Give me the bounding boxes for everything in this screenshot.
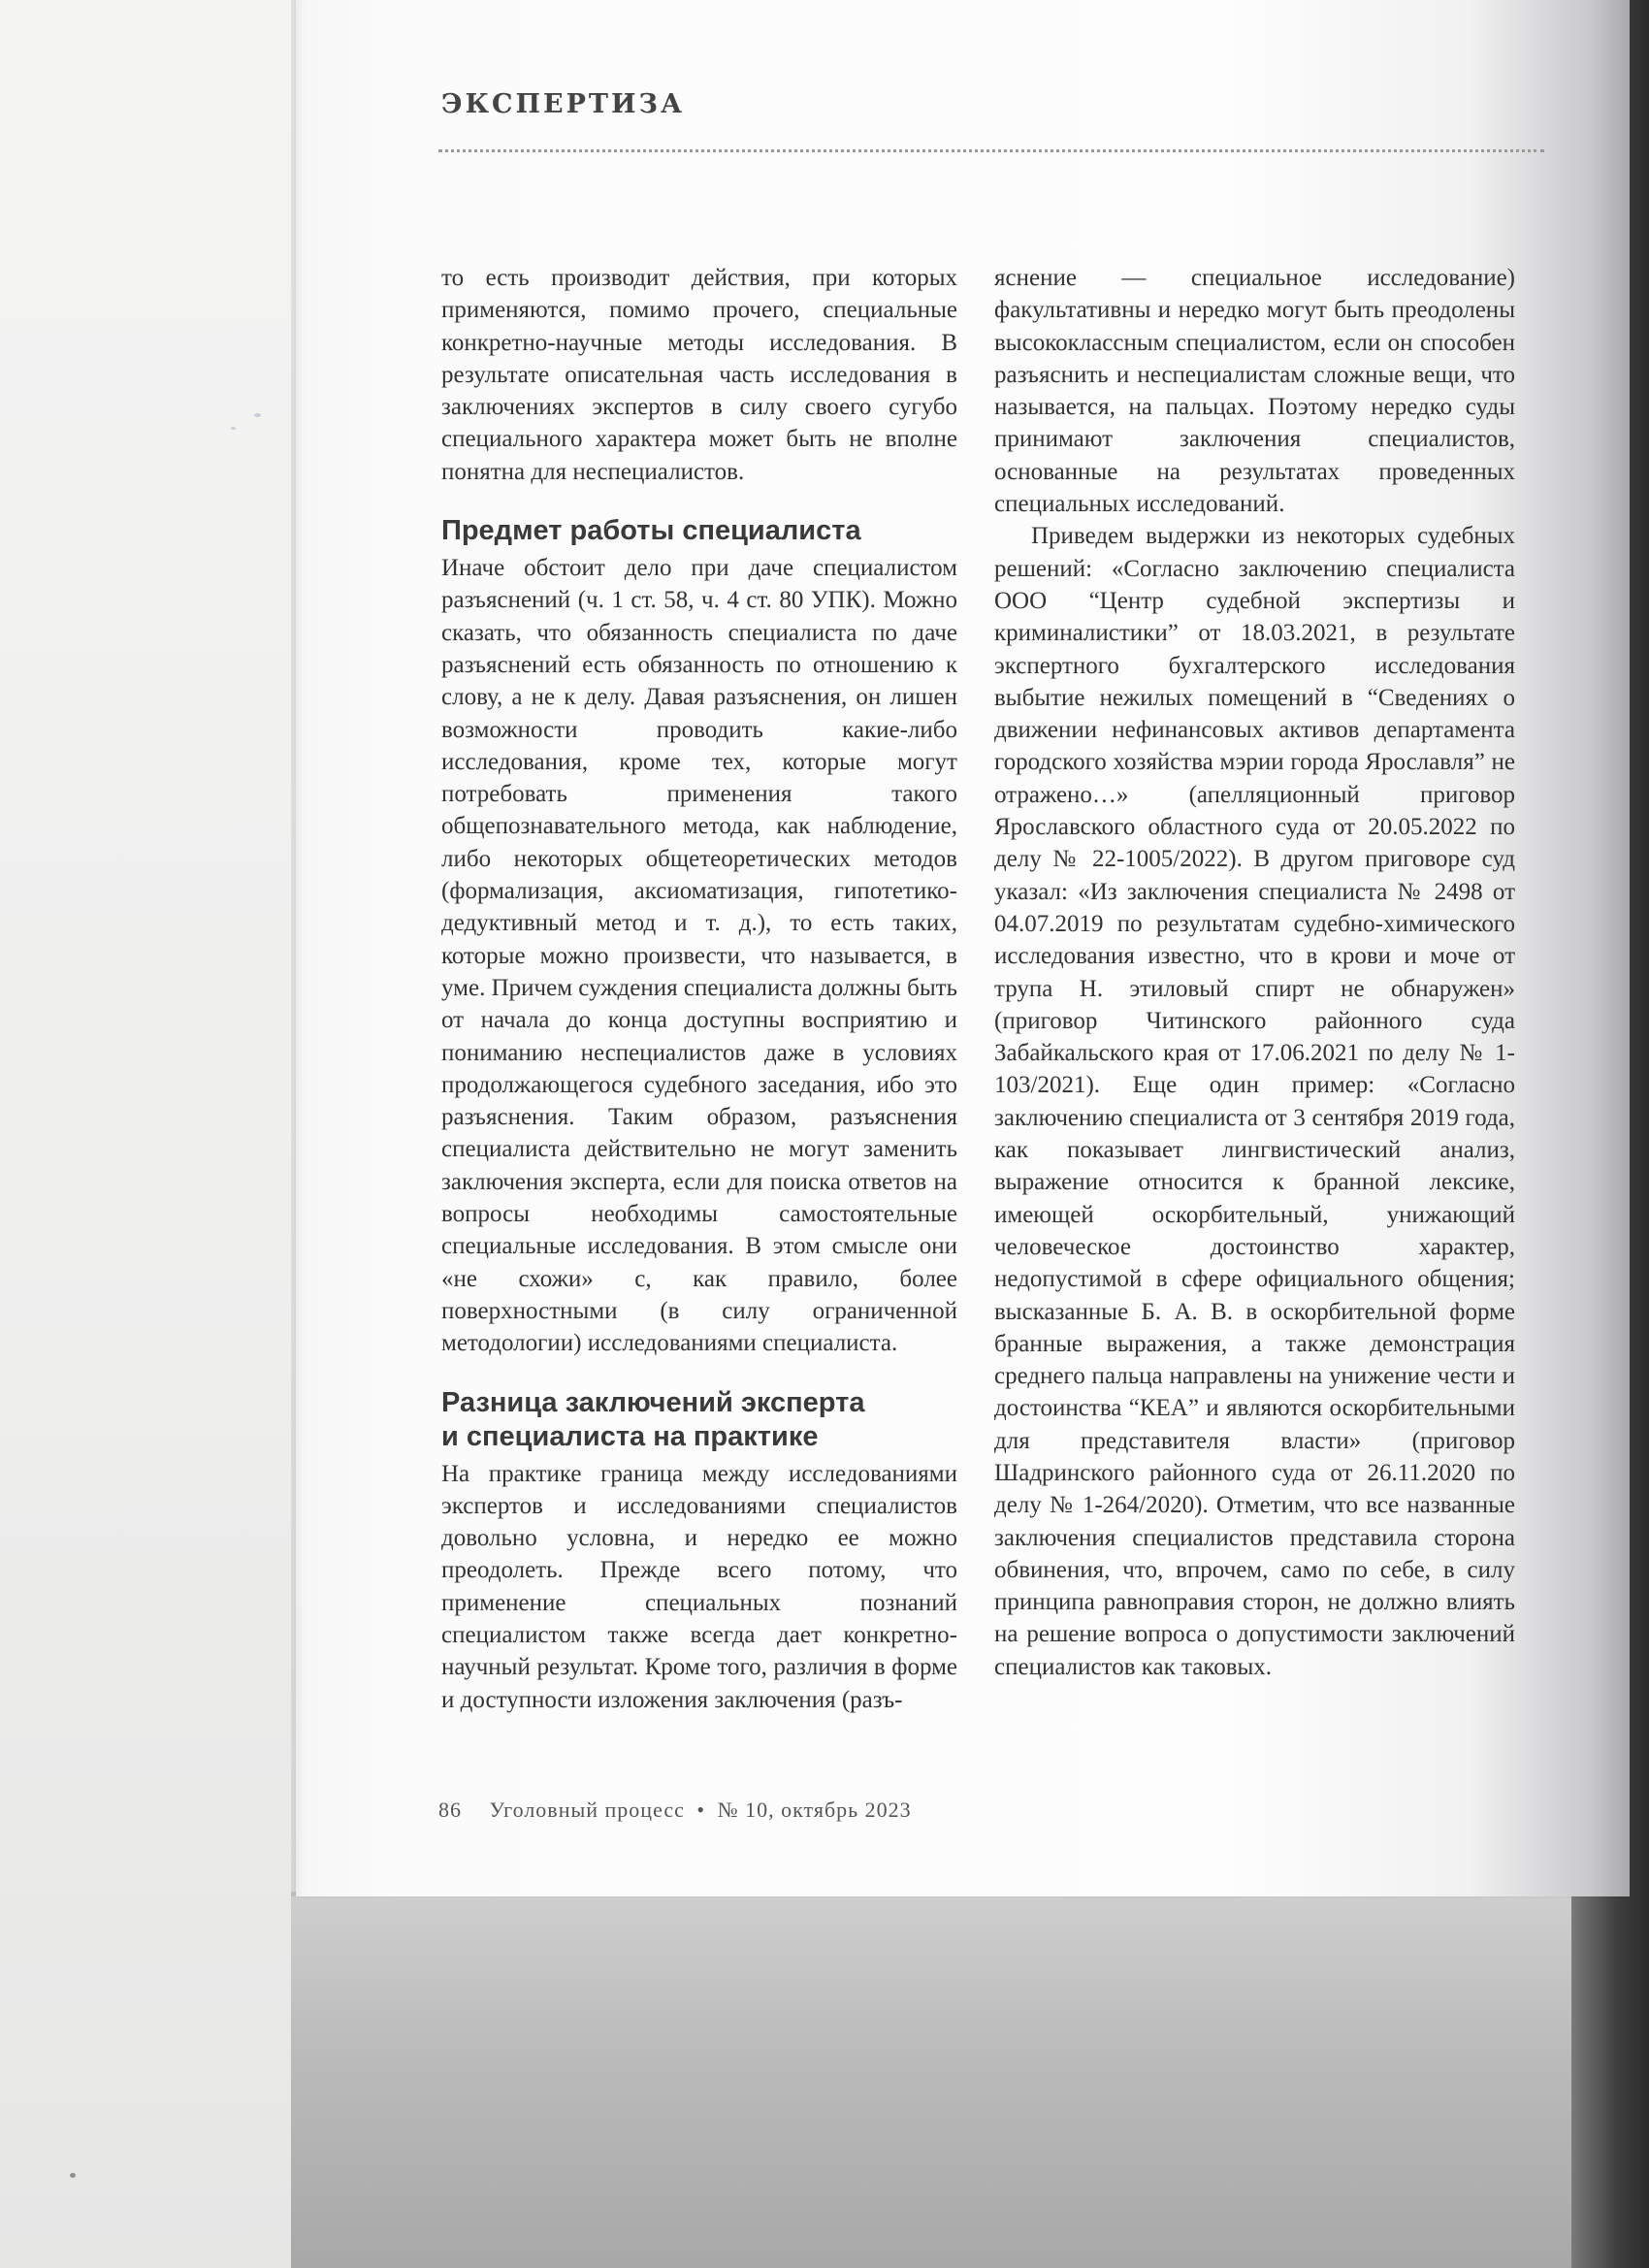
left-column xyxy=(441,262,957,1716)
right-paragraph-1: яснение — специальное исследование) факультативны и нередко могут быть преодолены высококлассным специалистом, если он способен разъяснить и неспециалистам сложные вещи, что называется, на пальцах. Поэтому нередко суды принимают заключения специалистов, основанные на результатах проведенных специальных исследований. xyxy=(994,265,1515,518)
heading-line-2: и специалиста на практике xyxy=(441,1420,819,1452)
header-dotted-rule xyxy=(438,149,1544,152)
scan-speck xyxy=(70,2173,76,2178)
page-number: 86 xyxy=(438,1798,462,1822)
left-paragraph-1: то есть производит действия, при которых применяются, помимо прочего, специальные конкретно-научные методы исследования. В результате описательная часть исследования в заключениях экспертов в силу своего сугубо специального характера может быть не вполне понятна для неспециалистов. xyxy=(441,265,957,485)
spacer xyxy=(441,488,957,514)
scanner-shadow-bottom xyxy=(291,1892,1649,2268)
spacer xyxy=(441,1360,957,1386)
right-column xyxy=(994,262,1515,1683)
heading-difference-in-conclusions xyxy=(441,1386,957,1454)
page-edge-shadow xyxy=(291,0,305,1896)
page-footer xyxy=(438,1798,912,1823)
scan-speck xyxy=(254,413,261,417)
section-title: ЭКСПЕРТИЗА xyxy=(441,89,685,119)
right-paragraph-2: Приведем выдержки из некоторых судебных решений: «Согласно заключению специалиста ООО “Центр судебной экспертизы и криминалистики” от 18.03.2021, в результате экспертного бухгалтерского исследования выбытие нежилых помещений в “Сведениях о движении нефинансовых активов департамента городского хозяйства мэрии города Ярославля” не отражено…» (апелляционный приговор Ярославского областного суда от 20.05.2022 по делу № 22-1005/2022). В другом приговоре суд указал: «Из заключения специалиста № 2498 от 04.07.2019 по результатам судебно-химического исследования известно, что в крови и моче от трупа Н. этиловый спирт не обнаружен» (приговор Читинского районного суда Забайкальского края от 17.06.2021 по делу № 1-103/2021). Еще один пример: «Согласно заключению специалиста от 3 сентября 2019 года, как показывает лингвистический анализ, выражение относится к бранной лексике, имеющей оскорбительный, унижающий человеческое достоинство характер, недопустимой в сфере официального общения; высказанные Б. А. В. в оскорбительной форме бранные выражения, а также демонстрация среднего пальца направлены на унижение чести и достоинства “КЕА” и являются оскорбительными для представителя власти» (приговор Шадринского районного суда от 26.11.2020 по делу № 1-264/2020). Отметим, что все названные заключения специалистов представила сторона обвинения, что, впрочем, само по себе, в силу принципа равноправия сторон, не должно влиять на решение вопроса о допустимости заключений специалистов как таковых. xyxy=(994,523,1515,1680)
left-paragraph-3: На практике граница между исследованиями экспертов и исследованиями специалистов довольно условна, и нередко ее можно преодолеть. Прежде всего потому, что применение специальных познаний специалистом также всегда дает конкретно-научный результат. Кроме того, различия в форме и доступности изложения заключения (разъ- xyxy=(441,1460,957,1713)
journal-name: Уголовный процесс xyxy=(489,1798,685,1822)
heading-line-1: Разница заключений эксперта xyxy=(441,1386,865,1418)
issue-info: № 10, октябрь 2023 xyxy=(717,1798,912,1822)
left-paragraph-2: Иначе обстоит дело при даче специалистом разъяснений (ч. 1 ст. 58, ч. 4 ст. 80 УПК). Можно сказать, что обязанность специалиста по даче разъяснений есть обязанность по отношению к слову, а не к делу. Давая разъяснения, он лишен возможности проводить какие-либо исследования, кроме тех, которые могут потребовать применения такого общепознавательного метода, как наблюдение, либо некоторых общетеоретических методов (формализация, аксиоматизация, гипотетико-дедуктивный метод и т. д.), то есть таких, которые можно произвести, что называется, в уме. Причем суждения специалиста должны быть от начала до конца доступны восприятию и пониманию неспециалистов даже в условиях продолжающегося судебного заседания, ибо это разъяснения. Таким образом, разъяснения специалиста действительно не могут заменить заключения эксперта, если для поиска ответов на вопросы необходимы самостоятельные специальные исследования. В этом смысле они «не схожи» с, как правило, более поверхностными (в силу ограниченной методологии) исследованиями специалиста. xyxy=(441,555,957,1357)
scan-speck xyxy=(231,427,236,430)
footer-separator: • xyxy=(696,1798,706,1822)
heading-subject-of-specialist-work: Предмет работы специалиста xyxy=(441,515,861,547)
